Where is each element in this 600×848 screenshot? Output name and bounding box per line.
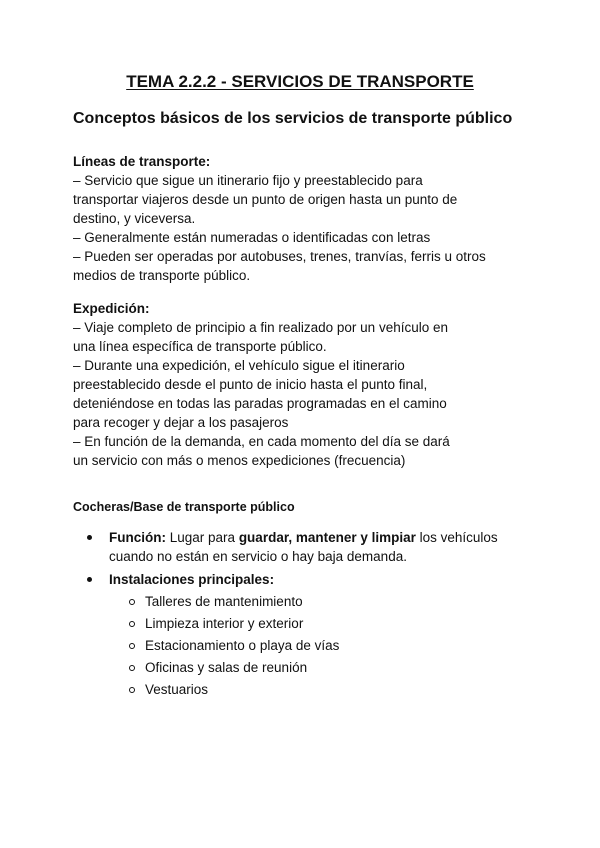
expedicion-line: para recoger y dejar a los pasajeros <box>73 415 289 430</box>
sublist-item: Vestuarios <box>109 680 543 702</box>
funcion-label: Función: <box>109 530 166 545</box>
bullet-icon <box>87 577 92 582</box>
circle-bullet-icon <box>129 621 135 627</box>
instalaciones-label: Instalaciones principales: <box>109 572 275 587</box>
cocheras-heading: Cocheras/Base de transporte público <box>73 500 295 514</box>
lineas-section <box>73 152 543 285</box>
funcion-text: Lugar para <box>166 530 239 545</box>
bullet-icon <box>87 535 92 540</box>
expedicion-line: – En función de la demanda, en cada momento del día se dará <box>73 434 450 449</box>
lineas-heading: Líneas de transporte: <box>73 154 211 169</box>
expedicion-line: deteniéndose en todas las paradas programadas en el camino <box>73 396 447 411</box>
funcion-line-2: cuando no están en servicio o hay baja demanda. <box>109 549 407 564</box>
lineas-line: medios de transporte público. <box>73 268 251 283</box>
page-title: TEMA 2.2.2 - SERVICIOS DE TRANSPORTE <box>126 72 474 91</box>
expedicion-section <box>73 299 543 470</box>
section-subtitle: Conceptos básicos de los servicios de transporte público <box>73 110 513 127</box>
circle-bullet-icon <box>129 687 135 693</box>
sublist-item: Estacionamiento o playa de vías <box>109 636 543 658</box>
expedicion-line: un servicio con más o menos expediciones (frecuencia) <box>73 453 406 468</box>
list-item-funcion <box>73 528 543 566</box>
expedicion-line: preestablecido desde el punto de inicio hasta el punto final, <box>73 377 428 392</box>
expedicion-line: – Viaje completo de principio a fin realizado por un vehículo en <box>73 320 448 335</box>
funcion-bold: guardar, mantener y limpiar <box>238 530 416 545</box>
circle-bullet-icon <box>129 665 135 671</box>
sublist-item: Limpieza interior y exterior <box>109 614 543 636</box>
expedicion-line: una línea específica de transporte público. <box>73 339 327 354</box>
expedicion-heading: Expedición: <box>73 301 150 316</box>
lineas-line: – Pueden ser operadas por autobuses, trenes, tranvías, ferris u otros <box>73 249 486 264</box>
expedicion-line: – Durante una expedición, el vehículo sigue el itinerario <box>73 358 405 373</box>
lineas-line: transportar viajeros desde un punto de origen hasta un punto de <box>73 192 458 207</box>
instalaciones-sublist <box>109 592 543 702</box>
circle-bullet-icon <box>129 599 135 605</box>
list-item-instalaciones <box>73 570 543 702</box>
lineas-line: – Servicio que sigue un itinerario fijo y preestablecido para <box>73 173 423 188</box>
sublist-item: Talleres de mantenimiento <box>109 592 543 614</box>
sublist-item: Oficinas y salas de reunión <box>109 658 543 680</box>
lineas-line: – Generalmente están numeradas o identificadas con letras <box>73 230 431 245</box>
funcion-text-end: los vehículos <box>415 530 498 545</box>
cocheras-list <box>73 528 543 702</box>
circle-bullet-icon <box>129 643 135 649</box>
lineas-line: destino, y viceversa. <box>73 211 196 226</box>
